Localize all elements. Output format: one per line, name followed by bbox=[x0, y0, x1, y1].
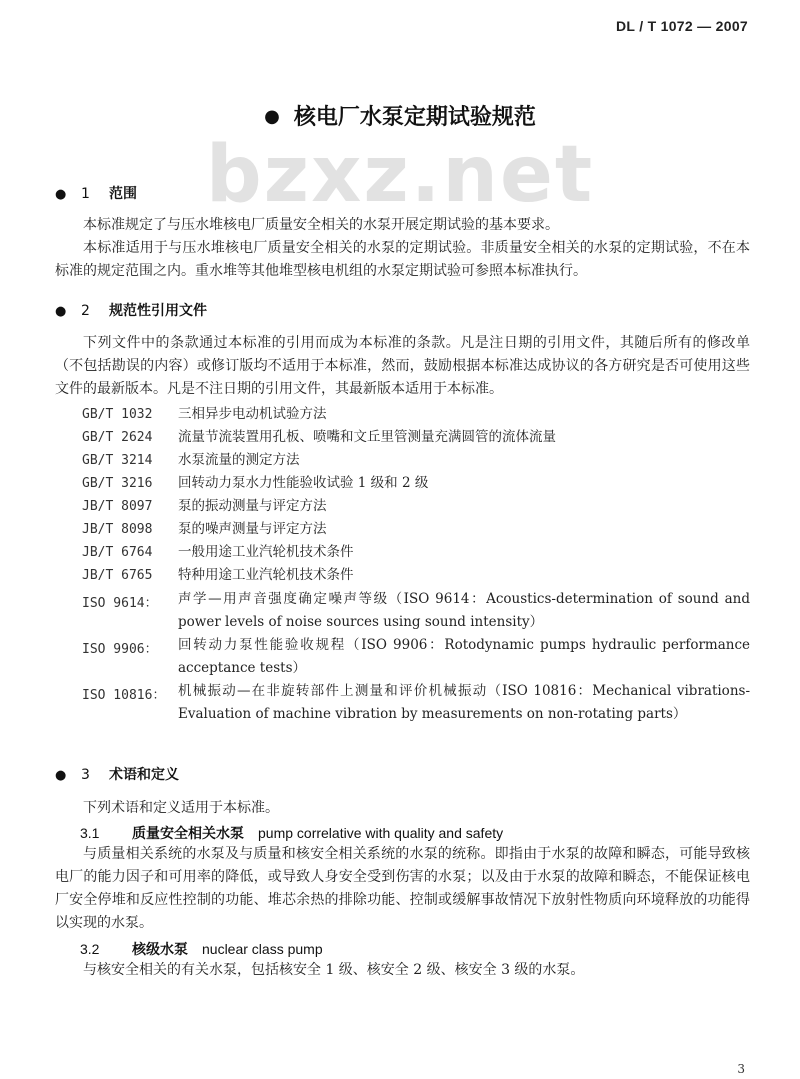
section-bullet: ● bbox=[55, 187, 67, 202]
section-1-heading bbox=[55, 183, 137, 203]
term-english: nuclear class pump bbox=[202, 941, 323, 957]
standard-code-header: DL / T 1072 — 2007 bbox=[616, 18, 748, 34]
reference-code: GB/T 1032 bbox=[82, 407, 153, 422]
reference-code: ISO 10816： bbox=[82, 688, 166, 703]
reference-title: 特种用途工业汽轮机技术条件 bbox=[178, 567, 354, 583]
reference-code: ISO 9906： bbox=[82, 642, 158, 657]
watermark: bzxz.net bbox=[205, 130, 595, 220]
section-bullet: ● bbox=[55, 768, 67, 783]
section-number: 1 bbox=[81, 186, 90, 202]
section-2-heading bbox=[55, 300, 207, 320]
section-3-heading bbox=[55, 764, 179, 784]
term-definition: 与核安全相关的有关水泵，包括核安全 1 级、核安全 2 级、核安全 3 级的水泵。 bbox=[83, 962, 585, 978]
section-number: 3 bbox=[81, 767, 90, 783]
section-title: 规范性引用文件 bbox=[109, 303, 207, 319]
reference-title: 回转动力泵水力性能验收试验 1 级和 2 级 bbox=[178, 475, 429, 491]
term-number: 3.1 bbox=[80, 825, 100, 841]
reference-title: 泵的噪声测量与评定方法 bbox=[178, 521, 327, 537]
reference-code: ISO 9614： bbox=[82, 596, 158, 611]
reference-code: GB/T 2624 bbox=[82, 430, 153, 445]
reference-title: 流量节流装置用孔板、喷嘴和文丘里管测量充满圆管的流体流量 bbox=[178, 429, 556, 445]
term-heading bbox=[80, 823, 503, 843]
reference-title: 声学—用声音强度确定噪声等级（ISO 9614：Acoustics-determination of sound and power levels of noise sources using sound intensity） bbox=[178, 591, 750, 630]
reference-code: JB/T 8098 bbox=[82, 522, 153, 537]
document-title bbox=[0, 100, 800, 131]
reference-title: 机械振动—在非旋转部件上测量和评价机械振动（ISO 10816：Mechanical vibrations-Evaluation of machine vibration by measurements on non-rotating parts） bbox=[178, 683, 750, 722]
reference-code: JB/T 6764 bbox=[82, 545, 153, 560]
reference-code: JB/T 8097 bbox=[82, 499, 153, 514]
reference-title: 回转动力泵性能验收规程（ISO 9906：Rotodynamic pumps hydraulic performance acceptance tests） bbox=[178, 637, 750, 676]
section-1-paragraph: 本标准规定了与压水堆核电厂质量安全相关的水泵开展定期试验的基本要求。 bbox=[83, 217, 559, 233]
reference-title: 泵的振动测量与评定方法 bbox=[178, 498, 327, 514]
section-title: 范围 bbox=[109, 186, 137, 202]
section-2-intro: 下列文件中的条款通过本标准的引用而成为本标准的条款。凡是注日期的引用文件，其随后所有的修改单（不包括勘误的内容）或修订版均不适用于本标准，然而，鼓励根据本标准达成协议的各方研究是否可使用这些文件的最新版本。凡是不注日期的引用文件，其最新版本适用于本标准。 bbox=[55, 335, 750, 397]
term-definition: 与质量相关系统的水泵及与质量和核安全相关系统的水泵的统称。即指由于水泵的故障和瞬态，可能导致核电厂的能力因子和可用率的降低，或导致人身安全受到伤害的水泵；以及由于水泵的故障和瞬态，不能保证核电厂安全停堆和反应性控制的功能、堆芯余热的排除功能、控制或缓解事故情况下放射性物质向环境释放的功能得以实现的水泵。 bbox=[55, 846, 750, 931]
reference-code: GB/T 3216 bbox=[82, 476, 153, 491]
term-heading bbox=[80, 939, 323, 959]
section-number: 2 bbox=[81, 303, 90, 319]
reference-title: 一般用途工业汽轮机技术条件 bbox=[178, 544, 354, 560]
reference-code: JB/T 6765 bbox=[82, 568, 153, 583]
term-chinese: 核级水泵 bbox=[132, 942, 188, 958]
term-chinese: 质量安全相关水泵 bbox=[132, 826, 244, 842]
reference-code: GB/T 3214 bbox=[82, 453, 153, 468]
term-number: 3.2 bbox=[80, 941, 100, 957]
reference-title: 三相异步电动机试验方法 bbox=[178, 406, 327, 422]
page-number: 3 bbox=[737, 1062, 745, 1076]
section-1-paragraph: 本标准适用于与压水堆核电厂质量安全相关的水泵的定期试验。非质量安全相关的水泵的定期试验，不在本标准的规定范围之内。重水堆等其他堆型核电机组的水泵定期试验可参照本标准执行。 bbox=[55, 240, 750, 279]
reference-title: 水泵流量的测定方法 bbox=[178, 452, 300, 468]
section-3-intro: 下列术语和定义适用于本标准。 bbox=[83, 800, 279, 816]
term-english: pump correlative with quality and safety bbox=[258, 825, 504, 841]
section-title: 术语和定义 bbox=[109, 767, 179, 783]
title-text: 核电厂水泵定期试验规范 bbox=[293, 105, 536, 130]
title-bullet: ● bbox=[264, 106, 280, 127]
section-bullet: ● bbox=[55, 304, 67, 319]
